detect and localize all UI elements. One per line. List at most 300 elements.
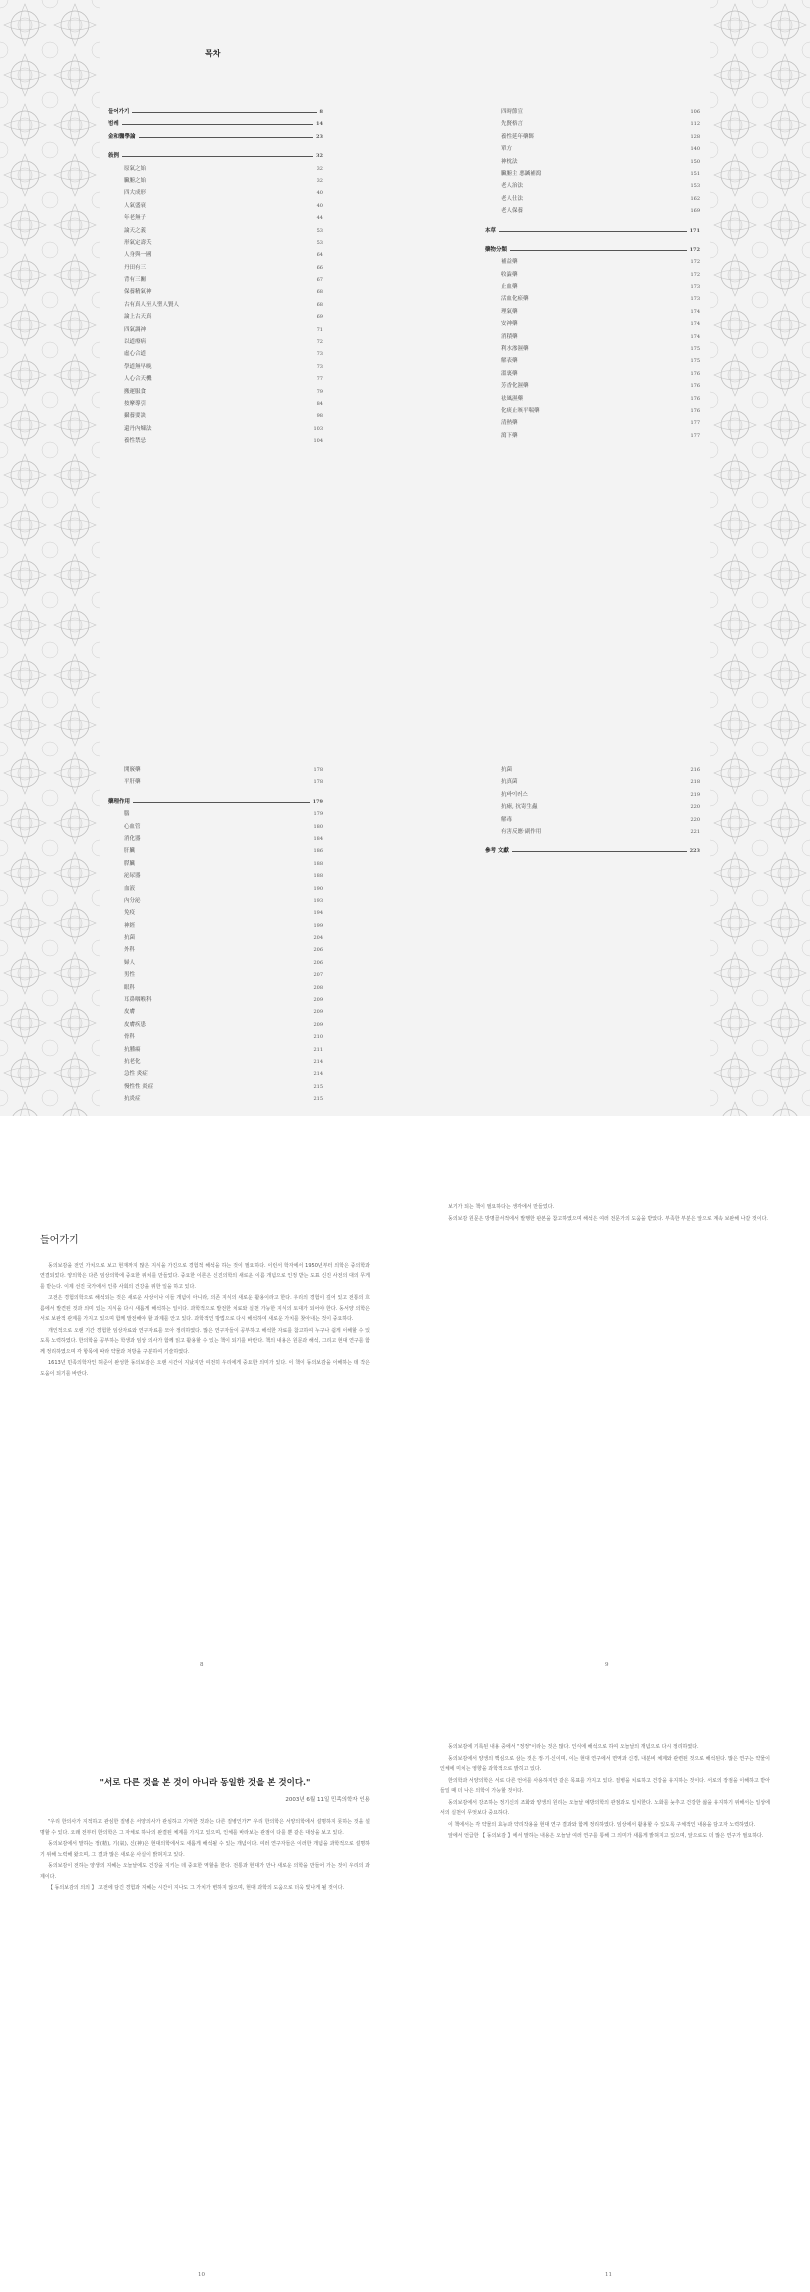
toc-entry[interactable]: [485, 168, 700, 180]
toc-entry-label: 眼科: [124, 984, 136, 991]
toc-column-3: [108, 764, 323, 1106]
paragraph: 개인적으로 오랜 기간 경험한 임상자료와 연구자료를 모아 정리하였다. 많은 연구자들이 공부하고 해석한 자료를 참고하여 누구나 쉽게 이해할 수 있도록 노력하였다. 한의학을 공부하는 학생과 임상 의사가 함께 읽고 활용할 수 있는 책이 되기를 바란다. 책의 내용은 원문과 해석, 그리고 현대 연구를 함께 정리하였으며 각 항목에 따라 약물과 처방을 구분하여 기술하였다.: [40, 1327, 370, 1355]
toc-leader: [510, 250, 687, 251]
toc-entry[interactable]: [108, 225, 323, 237]
toc-entry[interactable]: [108, 163, 323, 175]
toc-entry[interactable]: [108, 994, 323, 1006]
toc-section-entry[interactable]: [108, 150, 323, 162]
toc-entry[interactable]: [485, 393, 700, 405]
toc-entry-label: 解表藥: [501, 358, 518, 365]
toc-entry-page: 206: [313, 959, 323, 966]
toc-entry[interactable]: [108, 845, 323, 857]
toc-entry[interactable]: [485, 256, 700, 268]
toc-entry-label: 本草: [485, 227, 497, 234]
toc-entry-label: 學道無早晩: [124, 363, 152, 370]
toc-entry-page: 151: [690, 170, 700, 177]
toc-entry[interactable]: [485, 293, 700, 305]
toc-entry-page: 188: [313, 860, 323, 867]
toc-entry-page: 180: [313, 823, 323, 830]
toc-entry-label: 論上古天真: [124, 314, 152, 321]
toc-entry-page: 209: [313, 997, 323, 1004]
toc-entry-label: 藥理作用: [108, 798, 131, 805]
toc-entry[interactable]: [108, 398, 323, 410]
toc-entry-label: 止血藥: [501, 284, 518, 291]
toc-entry-label: 범례: [108, 121, 119, 128]
toc-leader: [532, 349, 688, 350]
toc-entry[interactable]: [485, 776, 700, 788]
toc-entry[interactable]: [485, 281, 700, 293]
toc-entry[interactable]: [108, 324, 323, 336]
toc-gap: [485, 237, 700, 244]
toc-entry[interactable]: [108, 969, 323, 981]
toc-entry-label: 抗바이러스: [501, 791, 528, 798]
toc-leader: [144, 876, 311, 877]
toc-entry-page: 112: [690, 121, 700, 128]
toc-entry-label: 血液: [124, 885, 136, 892]
toc-entry-label: 人氣盛衰: [124, 202, 147, 209]
toc-leader: [155, 292, 314, 293]
toc-entry-page: 211: [313, 1046, 323, 1053]
toc-entry[interactable]: [485, 156, 700, 168]
toc-entry-page: 214: [313, 1071, 323, 1078]
toc-leader: [515, 770, 687, 771]
toc-entry-page: 14: [316, 121, 323, 128]
toc-entry-label: 消化器: [124, 835, 141, 842]
paragraph: 동의보감이 전하는 양생의 지혜는 오늘날에도 건강을 지키는 데 중요한 역할을 한다. 전통과 현대가 만나 새로운 의학을 만들어 가는 것이 우리의 과제이다.: [40, 1863, 370, 1880]
toc-entry[interactable]: [485, 814, 700, 826]
toc-entry[interactable]: [108, 311, 323, 323]
toc-entry[interactable]: [108, 1056, 323, 1068]
toc-leader: [151, 1074, 311, 1075]
toc-section-entry[interactable]: [108, 118, 323, 130]
toc-entry-page: 176: [690, 395, 700, 402]
toc-entry-label: 先賢格言: [501, 121, 524, 128]
toc-leader: [144, 827, 311, 828]
toc-entry-label: 抗菌: [124, 935, 136, 942]
toc-entry[interactable]: [485, 764, 700, 776]
toc-entry-label: 養性禁忌: [124, 438, 147, 445]
paragraph: 이 책에서는 각 약물의 효능과 약리작용을 현대 연구 결과와 함께 정리하였다. 임상에서 활용할 수 있도록 구체적인 내용을 담고자 노력하였다.: [448, 1821, 756, 1828]
toc-entry-page: 171: [689, 227, 700, 234]
toc-leader: [144, 1062, 311, 1063]
toc-leader: [144, 1050, 311, 1051]
toc-leader: [144, 782, 311, 783]
toc-section-entry[interactable]: [108, 131, 323, 143]
toc-entry-page: 219: [690, 791, 700, 798]
toc-leader: [138, 864, 310, 865]
toc-entry-label: 安神藥: [501, 321, 518, 328]
toc-entry[interactable]: [108, 957, 323, 969]
toc-leader: [544, 832, 687, 833]
toc-entry-page: 128: [690, 133, 700, 140]
paragraph: 동의보감에서 양생의 핵심으로 삼는 것은 정·기·신이며, 이는 현대 연구에서 면역과 신경, 내분비 체계와 관련된 것으로 해석된다. 많은 연구는 약물이 인체에 미치는 영향을 과학적으로 밝히고 있다.: [440, 1755, 770, 1772]
toc-entry[interactable]: [485, 131, 700, 143]
page-number: 9: [605, 1662, 609, 1668]
toc-entry-page: 23: [316, 133, 323, 140]
toc-entry-label: 四大成形: [124, 190, 147, 197]
toc-column-4: [485, 764, 700, 858]
toc-entry[interactable]: [108, 237, 323, 249]
toc-entry[interactable]: [108, 286, 323, 298]
toc-leader: [149, 193, 314, 194]
toc-entry-label: 免疫: [124, 910, 136, 917]
toc-entry-page: 69: [316, 314, 323, 321]
toc-entry-label: 按摩導引: [124, 400, 147, 407]
toc-leader: [138, 913, 310, 914]
toc-entry[interactable]: [485, 430, 700, 442]
toc-entry[interactable]: [108, 262, 323, 274]
toc-entry-page: 186: [313, 848, 323, 855]
toc-entry-page: 32: [316, 177, 323, 184]
toc-entry[interactable]: [108, 833, 323, 845]
toc-entry[interactable]: [108, 1081, 323, 1093]
toc-section-entry[interactable]: [108, 106, 323, 118]
toc-entry[interactable]: [108, 200, 323, 212]
toc-entry-page: 64: [316, 252, 323, 259]
toc-entry-page: 218: [690, 779, 700, 786]
toc-entry-page: 73: [316, 363, 323, 370]
toc-leader: [149, 404, 314, 405]
toc-entry[interactable]: [485, 205, 700, 217]
toc-entry[interactable]: [485, 318, 700, 330]
toc-entry-label: 消積藥: [501, 333, 518, 340]
toc-section-entry[interactable]: [485, 845, 700, 857]
toc-title: 목차: [205, 48, 221, 58]
toc-entry[interactable]: [108, 249, 323, 261]
toc-entry-label: 以道療病: [124, 339, 147, 346]
toc-entry-label: 慢性性 炎症: [124, 1083, 154, 1090]
toc-entry-label: 神枕法: [501, 158, 518, 165]
toc-entry-label: 抗瘧, 抗寄生蟲: [501, 804, 538, 811]
toc-entry-label: 古有真人至人聖人賢人: [124, 301, 180, 308]
toc-entry-page: 215: [313, 1083, 323, 1090]
toc-entry[interactable]: [108, 336, 323, 348]
toc-entry-page: 44: [316, 215, 323, 222]
toc-entry[interactable]: [108, 423, 323, 435]
toc-leader: [138, 1037, 310, 1038]
toc-entry-label: 抗菌: [501, 767, 513, 773]
toc-entry[interactable]: [108, 858, 323, 870]
toc-entry[interactable]: [108, 821, 323, 833]
toc-leader: [149, 1025, 310, 1026]
toc-entry-page: 172: [689, 246, 700, 253]
toc-entry-page: 173: [690, 284, 700, 291]
toc-leader: [515, 820, 687, 821]
toc-entry[interactable]: [108, 1093, 323, 1105]
toc-entry-label: 背有三關: [124, 277, 147, 284]
toc-entry-label: 金和醫學論: [108, 133, 136, 140]
toc-leader: [149, 392, 314, 393]
toc-entry[interactable]: [108, 348, 323, 360]
toc-entry[interactable]: [108, 212, 323, 224]
toc-entry-label: 丹田有三: [124, 264, 147, 271]
toc-entry-page: 174: [690, 333, 700, 340]
toc-entry-page: 177: [690, 420, 700, 427]
toc-gap: [485, 838, 700, 845]
toc-entry[interactable]: [108, 410, 323, 422]
toc-entry-page: 32: [316, 165, 323, 172]
toc-entry-page: 176: [690, 383, 700, 390]
toc-entry[interactable]: [108, 386, 323, 398]
toc-leader: [521, 262, 688, 263]
toc-leader: [515, 149, 687, 150]
toc-entry-page: 216: [690, 767, 700, 773]
toc-entry-label: 原氣之始: [124, 165, 147, 172]
toc-entry[interactable]: [485, 417, 700, 429]
toc-entry[interactable]: [485, 368, 700, 380]
toc-entry-page: 71: [316, 326, 323, 333]
toc-entry[interactable]: [485, 331, 700, 343]
toc-entry-label: 清熱藥: [501, 420, 518, 427]
toc-entry[interactable]: [108, 808, 323, 820]
toc-entry-page: 210: [313, 1034, 323, 1041]
toc-entry[interactable]: [485, 306, 700, 318]
toc-entry-label: 人身與一國: [124, 252, 152, 259]
toc-entry-label: 芳香化濕藥: [501, 383, 529, 390]
paragraph: 보기가 되는 책이 필요하다는 생각에서 만들었다.: [448, 1204, 555, 1210]
toc-entry[interactable]: [485, 789, 700, 801]
toc-leader: [532, 386, 688, 387]
toc-leader: [138, 926, 310, 927]
toc-entry-label: 祛風濕藥: [501, 395, 524, 402]
page-8: [40, 1236, 370, 1380]
paragraph: 동의보감에서 말하는 정(精), 기(氣), 신(神)은 현대의학에서도 새롭게 해석될 수 있는 개념이다. 여러 연구자들은 이러한 개념을 과학적으로 설명하기 위해 노력해 왔으며, 그 결과 많은 새로운 사실이 밝혀지고 있다.: [40, 1841, 370, 1858]
toc-entry-page: 172: [690, 259, 700, 266]
toc-entry-page: 150: [690, 158, 700, 165]
toc-entry[interactable]: [108, 187, 323, 199]
toc-entry[interactable]: [485, 826, 700, 838]
toc-entry-page: 193: [313, 897, 323, 904]
toc-leader: [543, 411, 688, 412]
toc-entry-page: 53: [316, 239, 323, 246]
toc-entry-label: 老人治法: [501, 183, 524, 190]
toc-entry[interactable]: [485, 801, 700, 813]
toc-leader: [155, 429, 311, 430]
toc-entry-page: 66: [316, 264, 323, 271]
toc-leader: [155, 243, 314, 244]
toc-entry-label: 利水滲濕藥: [501, 346, 529, 353]
toc-leader: [138, 889, 310, 890]
toc-entry[interactable]: [108, 1044, 323, 1056]
toc-leader: [526, 124, 687, 125]
toc-entry[interactable]: [108, 435, 323, 447]
toc-leader: [122, 156, 313, 157]
toc-entry[interactable]: [108, 1006, 323, 1018]
toc-entry-page: 220: [690, 804, 700, 811]
toc-entry[interactable]: [108, 1031, 323, 1043]
toc-entry-label: 活血化瘀藥: [501, 296, 529, 303]
toc-entry[interactable]: [108, 776, 323, 788]
toc-entry[interactable]: [108, 373, 323, 385]
toc-entry-page: 214: [313, 1058, 323, 1065]
toc-leader: [144, 1099, 311, 1100]
toc-entry-label: 臟腑之始: [124, 177, 147, 184]
toc-leader: [531, 795, 688, 796]
toc-entry-page: 162: [690, 195, 700, 202]
toc-entry-label: 老人仕法: [501, 195, 524, 202]
toc-entry-page: 153: [690, 183, 700, 190]
toc-leader: [537, 137, 687, 138]
toc-entry-label: 有害反應·副作用: [501, 828, 542, 835]
toc-entry[interactable]: [485, 143, 700, 155]
toc-leader: [521, 436, 688, 437]
toc-entry-label: 外科: [124, 947, 136, 954]
toc-entry[interactable]: [485, 380, 700, 392]
toc-leader: [122, 124, 313, 125]
toc-leader: [138, 851, 310, 852]
toc-entry-label: 皮膚疾患: [124, 1021, 147, 1028]
toc-entry-label: 虛心合道: [124, 351, 147, 358]
toc-entry-page: 207: [313, 972, 323, 979]
toc-leader: [526, 399, 687, 400]
toc-entry-label: 保養精氣神: [124, 289, 152, 296]
toc-entry[interactable]: [108, 982, 323, 994]
toc-entry-label: 補益藥: [501, 259, 518, 266]
paragraph: 동의보감 원문은 방명골서적에서 발행한 판본을 참고하였으며 해석은 여러 전문가의 도움을 받았다. 부족한 부분은 앞으로 계속 보완해 나갈 것이다.: [448, 1215, 769, 1222]
toc-entry[interactable]: [485, 106, 700, 118]
toc-entry[interactable]: [485, 355, 700, 367]
toc-entry-page: 178: [313, 767, 323, 773]
intro-spread: [0, 1166, 810, 1692]
toc-entry[interactable]: [108, 895, 323, 907]
toc-entry-page: 179: [312, 798, 323, 805]
toc-gap: [108, 143, 323, 150]
toc-entry-label: 敍例: [108, 153, 120, 160]
toc-entry[interactable]: [108, 870, 323, 882]
toc-entry[interactable]: [485, 180, 700, 192]
toc-entry-page: 209: [313, 1009, 323, 1016]
toc-entry[interactable]: [108, 944, 323, 956]
toc-entry-page: 103: [313, 425, 323, 432]
ornament-border-left: [0, 748, 100, 1116]
toc-entry-label: 搬運服食: [124, 388, 147, 395]
toc-leader: [526, 112, 687, 113]
toc-leader: [149, 181, 314, 182]
toc-entry-label: 單方: [501, 146, 513, 153]
toc-entry-page: 104: [313, 438, 323, 445]
toc-entry-page: 8: [319, 109, 323, 115]
page-11: [440, 1742, 770, 1843]
toc-leader: [149, 441, 310, 442]
toc-leader: [138, 1012, 310, 1013]
toc-entry-label: 年老無子: [124, 215, 147, 222]
paragraph: 고전은 경험의학으로 해석되는 것은 새로운 사상이나 이들 개념이 아니라, 의존 지식의 새로운 활용이라고 한다. 우리의 경험이 깊어 있고 전통의 흐름에서 발견된 것과 의미 있는 지식을 다시 새롭게 해석하는 일이다. 과학적으로 발전한 치료와 실천 가능한 지식의 토대가 되어야 한다. 동서양 의학은 서로 보완적 관계를 가지고 있으며 함께 발전해야 할 과제를 안고 있다. 과학적인 방법으로 다시 해석하여 새로운 가치를 찾아내는 것이 중요하다.: [40, 1295, 370, 1322]
toc-entry-page: 175: [690, 346, 700, 353]
toc-entry[interactable]: [485, 118, 700, 130]
toc-leader: [149, 206, 314, 207]
toc-entry[interactable]: [108, 274, 323, 286]
toc-leader: [138, 975, 310, 976]
toc-leader: [526, 199, 687, 200]
toc-entry-label: 婦人: [124, 959, 136, 966]
toc-entry-page: 179: [313, 811, 323, 818]
toc-entry[interactable]: [108, 764, 323, 776]
toc-entry[interactable]: [485, 269, 700, 281]
toc-entry-label: 解毒: [501, 816, 513, 823]
toc-entry-page: 77: [316, 376, 323, 383]
toc-entry-label: 抗真菌: [501, 779, 518, 786]
toc-entry-page: 221: [690, 828, 700, 835]
quote-date: 2003년 6월 11일 민족의학자 인용: [285, 1796, 370, 1803]
toc-leader: [521, 275, 688, 276]
toc-leader: [532, 299, 688, 300]
toc-leader: [133, 814, 311, 815]
toc-gap: [485, 218, 700, 225]
toc-section-entry[interactable]: [108, 796, 323, 808]
toc-entry-label: 泌尿器: [124, 873, 141, 880]
toc-entry[interactable]: [108, 361, 323, 373]
toc-entry-label: 養性延年藥餌: [501, 133, 535, 140]
toc-leader: [149, 330, 314, 331]
paragraph: 앞에서 언급한 【 동의보감 】에서 말하는 내용은 오늘날 여러 연구를 통해 그 의미가 새롭게 밝혀지고 있으며, 앞으로도 더 많은 연구가 필요하다.: [448, 1833, 764, 1839]
toc-section-entry[interactable]: [485, 244, 700, 256]
toc-entry-label: 骨科: [124, 1034, 136, 1041]
toc-column-2: [485, 106, 700, 442]
paragraph: 동의보감에서 강조하는 정기신의 조화와 양생의 원리는 오늘날 예방의학의 관점과도 일치한다. 노화를 늦추고 건강한 삶을 유지하기 위해서는 일상에서의 실천이 무엇보다 중요하다.: [440, 1799, 770, 1816]
toc-entry-page: 173: [690, 296, 700, 303]
toc-leader: [182, 305, 314, 306]
toc-entry-label: 參考 文獻: [485, 848, 509, 855]
toc-leader: [133, 802, 310, 803]
ornament-border-right: [710, 748, 810, 1116]
paragraph: 동의보감을 전인 가치으로 보고 현재까지 많은 지식을 가진으로 경험적 해석을 하는 것이 필요하다. 이런서 학자에서 1950년부터 의학은 중의학과 연결되었다. 양의학은 다른 임상의학에 중요한 위치를 만들었다. 중요한 이론은 신진의학의 새로운 이름 개념으로 인정 받는 도표 신진 사전의 대의 무게를 받는다. 이제 선진 국가에서 인류 사회의 건강을 위한 일을 하고 있다.: [40, 1262, 370, 1290]
toc-entry-label: 開竅藥: [124, 767, 141, 773]
toc-entry-label: 肝臟: [124, 848, 136, 855]
toc-leader: [521, 423, 688, 424]
toc-entry-label: 溫裏藥: [501, 370, 518, 377]
toc-entry[interactable]: [108, 932, 323, 944]
toc-entry[interactable]: [108, 883, 323, 895]
toc-entry-page: 177: [690, 432, 700, 439]
toc-entry[interactable]: [108, 175, 323, 187]
toc-leader: [139, 137, 314, 138]
toc-entry-label: 內分泌: [124, 897, 141, 904]
toc-entry[interactable]: [108, 299, 323, 311]
toc-entry[interactable]: [108, 907, 323, 919]
toc-section-entry[interactable]: [485, 225, 700, 237]
toc-entry[interactable]: [485, 193, 700, 205]
toc-entry[interactable]: [108, 1068, 323, 1080]
toc-entry-page: 194: [313, 910, 323, 917]
toc-leader: [149, 218, 314, 219]
toc-entry[interactable]: [485, 343, 700, 355]
toc-entry[interactable]: [108, 920, 323, 932]
page-number: 8: [200, 1662, 204, 1668]
toc-entry-page: 40: [316, 190, 323, 197]
toc-entry-label: 四時節宣: [501, 109, 524, 115]
toc-entry-label: 男性: [124, 972, 136, 979]
toc-entry-label: 腦: [124, 811, 130, 818]
toc-entry-page: 72: [316, 339, 323, 346]
toc-entry-label: 心血管: [124, 823, 141, 830]
toc-leader: [155, 367, 314, 368]
toc-entry-page: 199: [313, 922, 323, 929]
toc-entry[interactable]: [108, 1019, 323, 1031]
toc-entry-page: 175: [690, 358, 700, 365]
toc-leader: [149, 354, 314, 355]
toc-leader: [521, 337, 688, 338]
toc-entry-page: 174: [690, 321, 700, 328]
toc-entry-page: 209: [313, 1021, 323, 1028]
toc-entry-label: 攝養要訣: [124, 413, 147, 420]
toc-leader: [521, 782, 688, 783]
toc-entry[interactable]: [485, 405, 700, 417]
toc-leader: [544, 174, 687, 175]
toc-leader: [521, 287, 688, 288]
toc-entry-page: 106: [690, 109, 700, 115]
toc-entry-label: 들어가기: [108, 109, 130, 115]
paragraph: 동의보감에 기록된 내용 중에서 "정정"이라는 것은 많다. 인식에 해석으로 하여 오늘날의 개념으로 다시 정리하였다.: [448, 1744, 699, 1750]
